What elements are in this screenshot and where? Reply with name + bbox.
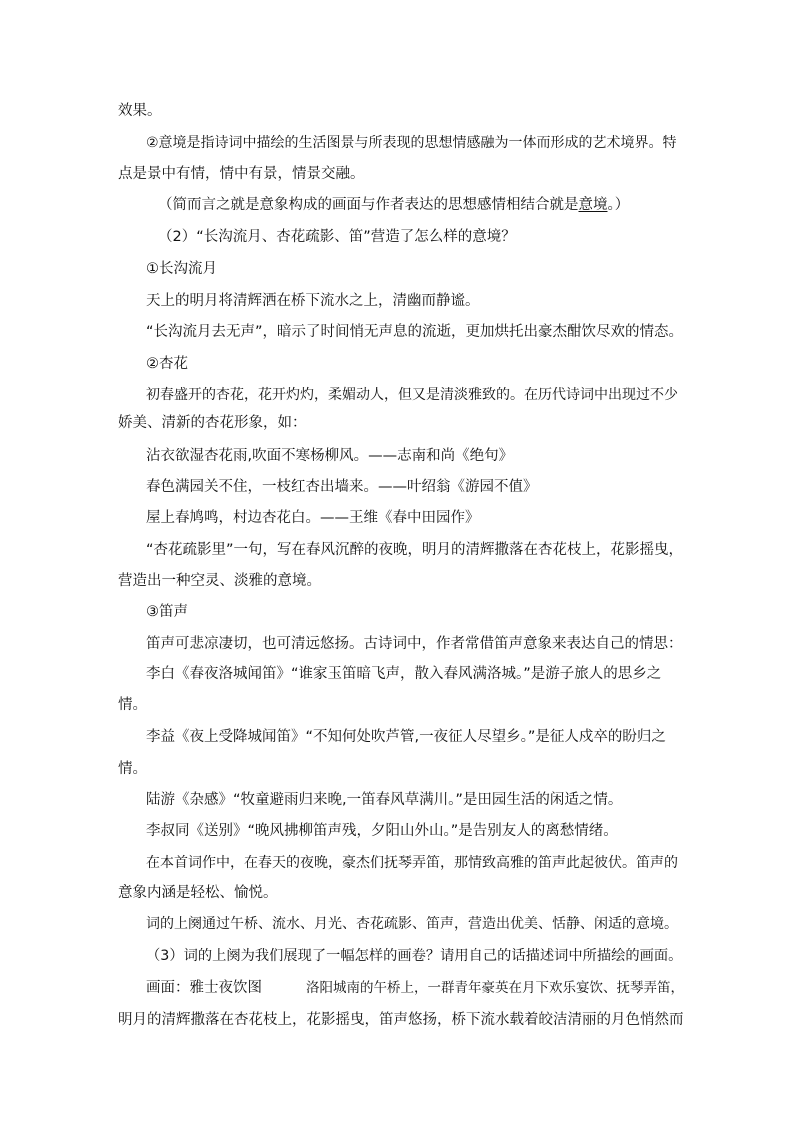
text-line-24: 李叔同《送别》“晚风拂柳笛声残，夕阳山外山。”是告别友人的离愁情绪。 (146, 823, 618, 839)
text-line-26: 意象内涵是轻松、愉悦。 (118, 885, 278, 901)
text-line-1: 效果。 (118, 103, 162, 119)
section-heading-3: （3）词的上阕为我们展现了一幅怎样的画卷？请用自己的话描述词中所描绘的画面。 (146, 948, 683, 964)
scene-title: 画面：雅士夜饮图 (146, 980, 262, 996)
text-line-22: 情。 (118, 761, 147, 777)
text-span: （简而言之就是意象构成的画面与作者表达的思想感情相结合就是 (158, 197, 579, 213)
text-line-16: 营造出一种空灵、淡雅的意境。 (118, 573, 321, 589)
text-line-11: 娇美、清新的杏花形象，如： (118, 415, 307, 431)
text-line-18: 笛声可悲凉凄切，也可清远悠扬。古诗词中，作者常借笛声意象来表达自己的情思： (146, 636, 683, 652)
text-line-10: 初春盛开的杏花，花开灼灼，柔媚动人，但又是清淡雅致的。在历代诗词中出现过不少 (146, 387, 678, 403)
text-line-27: 词的上阕通过午桥、流水、月光、杏花疏影、笛声，营造出优美、恬静、闲适的意境。 (146, 916, 678, 932)
subheading-dishang: ③笛声 (146, 604, 188, 620)
underlined-term: 意境 (578, 197, 608, 213)
subheading-changgou: ①长沟流月 (146, 261, 217, 277)
text-line-2: ②意境是指诗词中描绘的生活图景与所表现的思想情感融为一体而形成的艺术境界。特 (146, 135, 677, 151)
text-span: 。） (607, 197, 630, 213)
section-heading-2: （2）“长沟流月、杏花疏影、笛”营造了怎么样的意境？ (158, 229, 516, 245)
quote-line-3: 屋上春鸠鸣，村边杏花白。——王维《春中田园作》 (146, 510, 480, 526)
text-line-19: 李白《春夜洛城闻笛》“谁家玉笛暗飞声，散入春风满洛城。”是游子旅人的思乡之 (146, 666, 662, 682)
quote-line-2: 春色满园关不住，一枝红杏出墙来。——叶绍翁《游园不值》 (146, 479, 538, 495)
text-line-21: 李益《夜上受降城闻笛》“不知何处吹芦管,一夜征人尽望乡。”是征人戍卒的盼归之 (146, 729, 666, 745)
subheading-xinghua: ②杏花 (146, 356, 188, 372)
text-line-25: 在本首词作中，在春天的夜晚，豪杰们抚琴弄笛，那情致高雅的笛声此起彼伏。笛声的 (146, 855, 678, 871)
text-line-31: 明月的清辉撒落在杏花枝上，花影摇曳，笛声悠扬，桥下流水载着皎洁清丽的月色悄然而 (118, 1012, 684, 1028)
text-line-23: 陆游《杂感》“牧童避雨归来晚,一笛春风草满川。”是田园生活的闲适之情。 (146, 792, 623, 808)
text-line-15: “杏花疏影里”一句，写在春风沉醉的夜晚，明月的清辉撒落在杏花枝上，花影摇曳， (146, 542, 684, 558)
text-line-20: 情。 (118, 697, 147, 713)
text-line-4 (158, 195, 629, 215)
text-line-3: 点是景中有情，情中有景，情景交融。 (118, 166, 365, 182)
text-line-8: “长沟流月去无声”，暗示了时间悄无声息的流逝，更加烘托出豪杰酣饮尽欢的情态。 (146, 324, 684, 340)
text-line-7: 天上的明月将清辉洒在桥下流水之上，清幽而静谧。 (146, 293, 480, 309)
quote-line-1: 沾衣欲湿杏花雨,吹面不寒杨柳风。——志南和尚《绝句》 (146, 448, 514, 464)
text-line-30: 洛阳城南的午桥上，一群青年豪英在月下欢乐宴饮、抚琴弄笛， (306, 980, 684, 996)
